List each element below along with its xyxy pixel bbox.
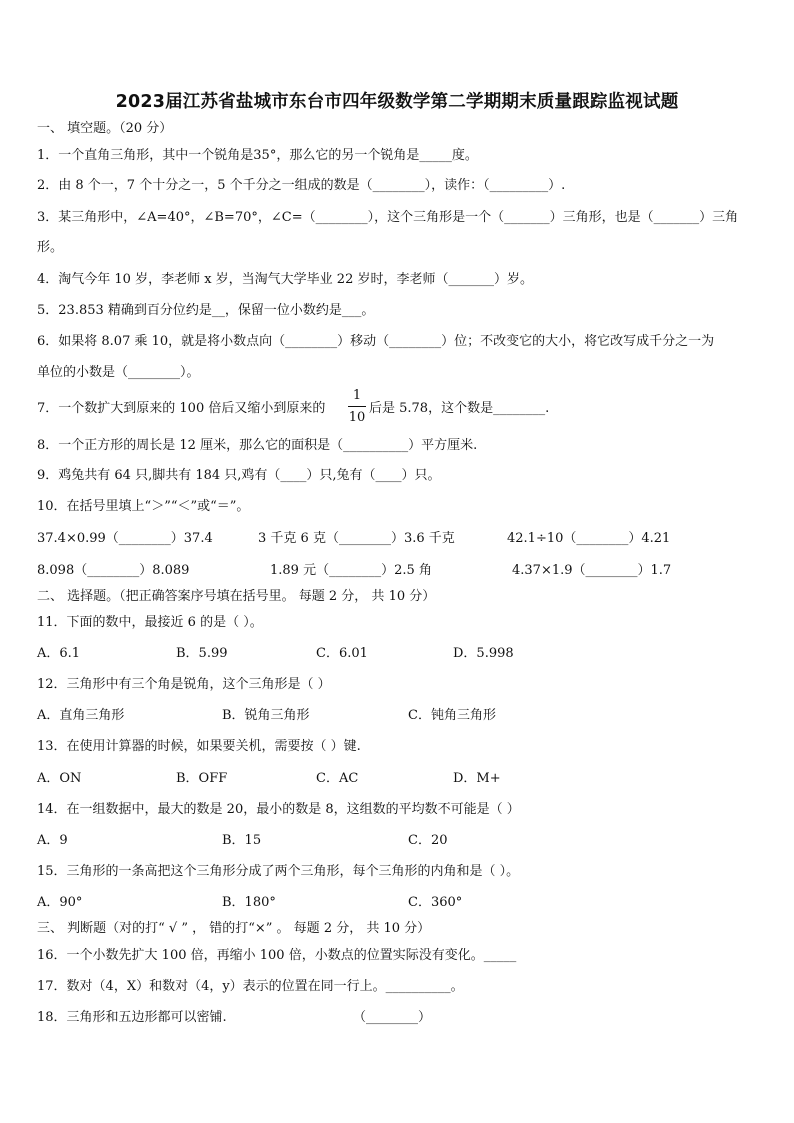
compare-item-5: 1.89 元（________）2.5 角 [270, 563, 432, 578]
section2-heading: 二、 选择题。（把正确答案序号填在括号里。 每题 2 分， 共 10 分） [37, 589, 436, 604]
q11-option-b: B．5.99 [176, 646, 228, 661]
fraction-denominator: 10 [348, 410, 366, 425]
question-18: 18．三角形和五边形都可以密铺. [37, 1010, 227, 1025]
question-3-line2: 形。 [37, 240, 64, 255]
q15-option-b: B．180° [222, 895, 276, 910]
q15-option-c: C．360° [408, 895, 463, 910]
question-4: 4．淘气今年 10 岁，李老师 x 岁，当淘气大学毕业 22 岁时，李老师（_______）岁。 [37, 272, 533, 287]
compare-item-6: 4.37×1.9（________）1.7 [512, 563, 672, 578]
compare-item-3: 42.1÷10（________）4.21 [507, 531, 671, 546]
page-title: 2023届江苏省盐城市东台市四年级数学第二学期期末质量跟踪监视试题 [115, 92, 679, 112]
fraction-numerator: 1 [352, 388, 362, 403]
question-7-tail: 后是 5.78，这个数是________. [369, 401, 550, 416]
question-16: 16．一个小数先扩大 100 倍，再缩小 100 倍，小数点的位置实际没有变化。_____ [37, 948, 517, 963]
question-3-line1: 3．某三角形中，∠A=40°，∠B=70°，∠C=（________），这个三角形是一个（_______）三角形，也是（_______）三角 [37, 210, 739, 225]
q11-option-d: D．5.998 [453, 646, 514, 661]
q12-option-b: B．锐角三角形 [222, 708, 310, 723]
q15-option-a: A．90° [37, 895, 83, 910]
q14-option-a: A．9 [37, 833, 68, 848]
q11-option-c: C．6.01 [316, 646, 368, 661]
compare-item-4: 8.098（________）8.089 [37, 563, 190, 578]
compare-item-2: 3 千克 6 克（________）3.6 千克 [258, 531, 455, 546]
fraction-one-tenth [348, 388, 366, 426]
q13-option-b: B．OFF [176, 771, 228, 786]
question-14: 14．在一组数据中，最大的数是 20，最小的数是 8，这组数的平均数不可能是（ ） [37, 802, 520, 817]
q11-option-a: A．6.1 [37, 646, 81, 661]
question-6-line1: 6．如果将 8.07 乘 10，就是将小数点向（________）移动（________）位；不改变它的大小，将它改写成千分之一为 [37, 334, 715, 349]
q13-option-c: C．AC [316, 771, 359, 786]
fraction-bar [348, 406, 366, 407]
question-9: 9．鸡兔共有 64 只,脚共有 184 只,鸡有（____）只,兔有（____）只。 [37, 468, 441, 483]
compare-item-1: 37.4×0.99（________）37.4 [37, 531, 213, 546]
question-12: 12．三角形中有三个角是锐角，这个三角形是（ ） [37, 677, 331, 692]
q13-option-d: D．M+ [453, 771, 501, 786]
question-13: 13．在使用计算器的时候，如果要关机，需要按（ ）键. [37, 739, 361, 754]
q12-option-c: C．钝角三角形 [408, 708, 496, 723]
question-7-text: 7．一个数扩大到原来的 100 倍后又缩小到原来的 [37, 401, 326, 416]
question-2: 2．由 8 个一，7 个十分之一，5 个千分之一组成的数是（________），读作：（_________）. [37, 178, 566, 193]
question-17: 17．数对（4，X）和数对（4，y）表示的位置在同一行上。__________。 [37, 979, 464, 994]
question-11: 11．下面的数中，最接近 6 的是（ ）。 [37, 615, 263, 630]
q14-option-c: C．20 [408, 833, 448, 848]
question-15: 15．三角形的一条高把这个三角形分成了两个三角形，每个三角形的内角和是（ ）。 [37, 864, 520, 879]
q13-option-a: A．ON [37, 771, 82, 786]
section3-heading: 三、 判断题（对的打“ √ ” ， 错的打“×” 。 每题 2 分， 共 10 分） [37, 921, 431, 936]
section1-heading: 一、 填空题。（20 分） [37, 121, 173, 136]
question-18-blank: （________） [353, 1010, 432, 1025]
q14-option-b: B．15 [222, 833, 262, 848]
question-8: 8．一个正方形的周长是 12 厘米，那么它的面积是（__________）平方厘米. [37, 438, 478, 453]
question-5: 5．23.853 精确到百分位约是__，保留一位小数约是___。 [37, 303, 375, 318]
question-10: 10．在括号里填上“＞”“＜”或“＝”。 [37, 499, 250, 514]
question-6-line2: 单位的小数是（________）。 [37, 365, 200, 380]
q12-option-a: A．直角三角形 [37, 708, 125, 723]
question-1: 1．一个直角三角形，其中一个锐角是35°，那么它的另一个锐角是_____度。 [37, 148, 478, 163]
